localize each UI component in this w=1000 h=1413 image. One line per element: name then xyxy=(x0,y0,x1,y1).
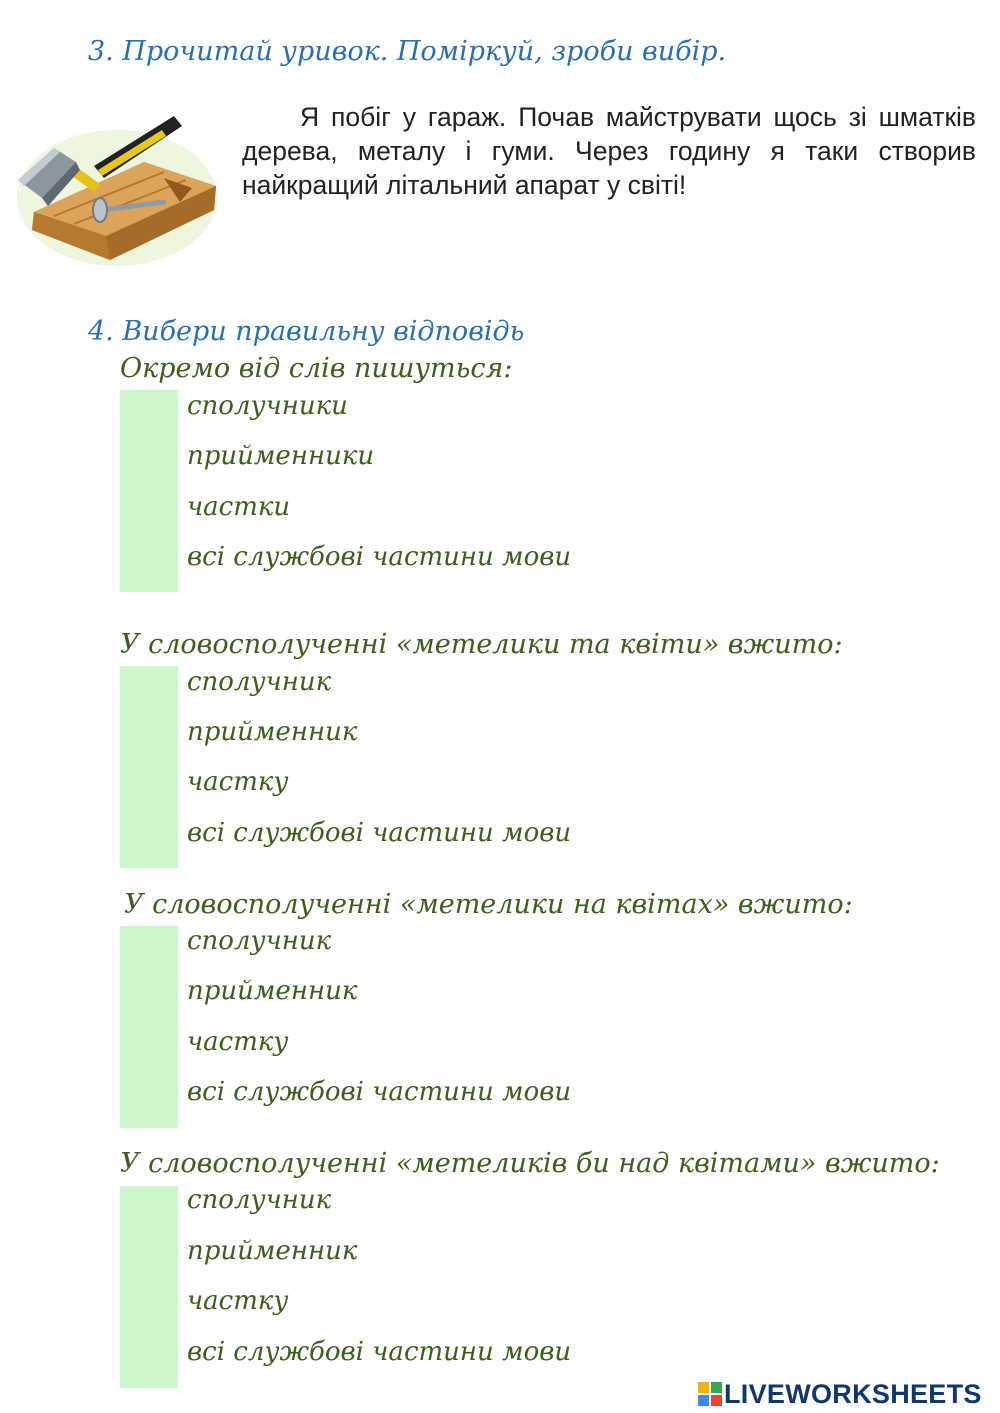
answer-slot-2-1[interactable] xyxy=(120,666,178,716)
question-2-option-2[interactable]: прийменник xyxy=(187,717,358,747)
question-4-answer-box[interactable] xyxy=(120,1186,178,1388)
question-4-option-4[interactable]: всі службові частини мови xyxy=(187,1337,572,1367)
question-2-answer-box[interactable] xyxy=(120,666,178,868)
answer-slot-2-4[interactable] xyxy=(120,816,178,866)
answer-slot-1-3[interactable] xyxy=(120,490,178,540)
question-3-prompt: У словосполученні «метелики на квітах» вжито: xyxy=(124,889,853,920)
question-3-option-2[interactable]: прийменник xyxy=(187,976,358,1006)
answer-slot-3-2[interactable] xyxy=(120,976,178,1026)
question-1-option-4[interactable]: всі службові частини мови xyxy=(187,542,572,572)
answer-slot-2-2[interactable] xyxy=(120,716,178,766)
hammer-nail-plank-icon xyxy=(14,106,220,272)
question-4-prompt: У словосполученні «метеликів би над квітами» вжито: xyxy=(120,1148,940,1179)
question-1-prompt: Окремо від слів пишуться: xyxy=(120,353,513,384)
brand-text: LIVEWORKSHEETS xyxy=(724,1378,982,1409)
reading-passage: Я побіг у гараж. Почав майструвати щось зі шматків дерева, металу і гуми. Через годину я таки створив найкращий літальний апарат у світі! xyxy=(242,102,976,200)
question-1-option-2[interactable]: прийменники xyxy=(187,441,375,471)
question-3-option-1[interactable]: сполучник xyxy=(187,926,332,956)
answer-slot-1-4[interactable] xyxy=(120,540,178,590)
answer-slot-4-1[interactable] xyxy=(120,1186,178,1236)
liveworksheets-logo-icon xyxy=(698,1382,722,1406)
question-2-option-4[interactable]: всі службові частини мови xyxy=(187,818,572,848)
question-2-prompt: У словосполученні «метелики та квіти» вжито: xyxy=(120,629,843,660)
answer-slot-1-2[interactable] xyxy=(120,440,178,490)
question-4-option-1[interactable]: сполучник xyxy=(187,1185,332,1215)
task-4-heading: 4. Вибери правильну відповідь xyxy=(88,316,525,347)
answer-slot-3-1[interactable] xyxy=(120,926,178,976)
question-1-option-3[interactable]: частки xyxy=(187,492,291,522)
answer-slot-3-4[interactable] xyxy=(120,1076,178,1126)
answer-slot-3-3[interactable] xyxy=(120,1026,178,1076)
liveworksheets-brand xyxy=(698,1379,982,1409)
question-3-option-4[interactable]: всі службові частини мови xyxy=(187,1077,572,1107)
question-1-option-1[interactable]: сполучники xyxy=(187,391,348,421)
question-1-answer-box[interactable] xyxy=(120,390,178,592)
answer-slot-4-3[interactable] xyxy=(120,1286,178,1336)
question-4-option-2[interactable]: прийменник xyxy=(187,1236,358,1266)
answer-slot-1-1[interactable] xyxy=(120,390,178,440)
question-2-option-1[interactable]: сполучник xyxy=(187,667,332,697)
question-3-answer-box[interactable] xyxy=(120,926,178,1128)
question-3-option-3[interactable]: частку xyxy=(187,1027,289,1057)
answer-slot-4-4[interactable] xyxy=(120,1336,178,1386)
answer-slot-2-3[interactable] xyxy=(120,766,178,816)
answer-slot-4-2[interactable] xyxy=(120,1236,178,1286)
task-3-heading: 3. Прочитай уривок. Поміркуй, зроби вибір. xyxy=(88,36,727,67)
question-2-option-3[interactable]: частку xyxy=(187,767,289,797)
question-4-option-3[interactable]: частку xyxy=(187,1286,289,1316)
